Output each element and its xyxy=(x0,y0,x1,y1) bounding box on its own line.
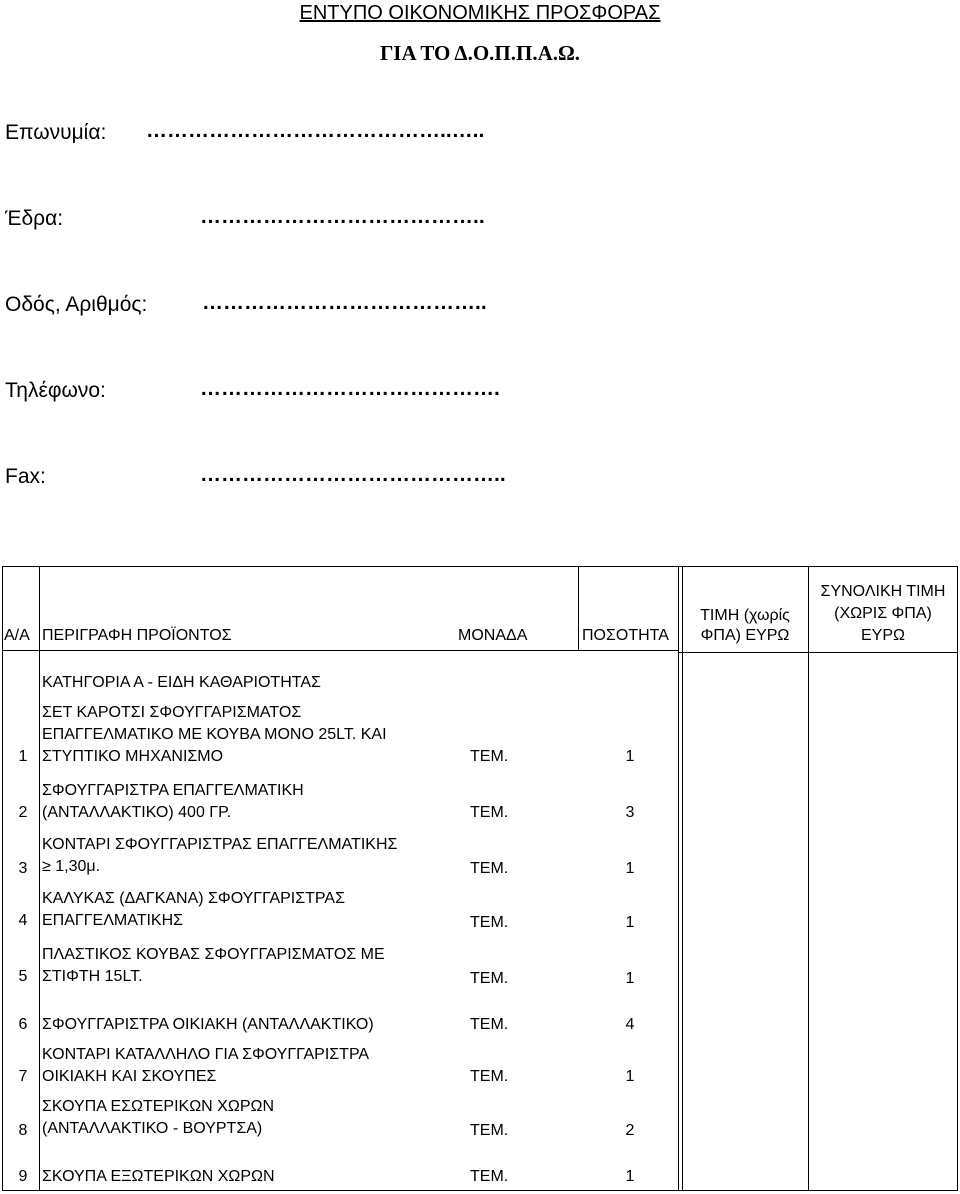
col-line-3b xyxy=(682,566,683,1191)
table-row-7-no: 7 xyxy=(18,1068,28,1085)
header-total-line1: ΣΥΝΟΛΙΚΗ ΤΙΜΗ xyxy=(820,583,946,600)
table-row-8-qty: 2 xyxy=(625,1122,635,1139)
table-row-7-qty: 1 xyxy=(625,1068,635,1085)
table-row-1-desc: ΣΕΤ ΚΑΡΟΤΣΙ ΣΦΟΥΓΓΑΡΙΣΜΑΤΟΣ ΕΠΑΓΓΕΛΜΑΤΙΚΟ ΜΕ ΚΟΥΒΑ ΜΟΝΟ 25LT. ΚΑΙ ΣΤΥΠΤΙΚΟ ΜΗΧΑΝΙΣΜΟ xyxy=(42,704,387,765)
table-row-1-unit: ΤΕΜ. xyxy=(470,748,509,765)
table-row-7-unit: ΤΕΜ. xyxy=(470,1068,509,1085)
table-row-9-qty: 1 xyxy=(625,1168,635,1185)
header-total-line3: ΕΥΡΩ xyxy=(861,627,905,644)
header-border-bottom-right xyxy=(678,652,958,653)
table-row-6-no: 6 xyxy=(18,1016,28,1033)
table-row-8-desc: ΣΚΟΥΠΑ ΕΣΩΤΕΡΙΚΩΝ ΧΩΡΩΝ (ΑΝΤΑΛΛΑΚΤΙΚΟ - ΒΟΥΡΤΣΑ) xyxy=(42,1098,274,1137)
col-line-0 xyxy=(2,566,3,1191)
field-dots-fax: …………………………………….. xyxy=(200,463,506,486)
table-row-2-no: 2 xyxy=(18,804,28,821)
field-dots-name: ……………………………………..….. xyxy=(146,119,485,142)
table-row-4-unit: ΤΕΜ. xyxy=(470,914,509,931)
col-line-2 xyxy=(578,566,579,651)
table-row-1-no: 1 xyxy=(18,748,28,765)
field-dots-phone: ……………………………………. xyxy=(200,377,500,400)
field-label-seat: Έδρα: xyxy=(5,207,64,230)
table-row-4-no: 4 xyxy=(18,912,28,929)
table-row-1-qty: 1 xyxy=(625,748,635,765)
table-row-6-unit: ΤΕΜ. xyxy=(470,1016,509,1033)
table-border-bottom xyxy=(2,1190,958,1191)
table-row-6-desc: ΣΦΟΥΓΓΑΡΙΣΤΡΑ ΟΙΚΙΑΚΗ (ΑΝΤΑΛΛΑΚΤΙΚΟ) xyxy=(42,1016,374,1033)
table-row-5-no: 5 xyxy=(18,968,28,985)
document-subtitle: ΓΙΑ ΤΟ Δ.Ο.Π.Π.Α.Ω. xyxy=(379,41,581,65)
table-row-2-desc: ΣΦΟΥΓΓΑΡΙΣΤΡΑ ΕΠΑΓΓΕΛΜΑΤΙΚΗ (ΑΝΤΑΛΛΑΚΤΙΚΟ) 400 ΓΡ. xyxy=(42,782,304,821)
table-row-5-unit: ΤΕΜ. xyxy=(470,970,509,987)
table-row-9-unit: ΤΕΜ. xyxy=(470,1168,509,1185)
document-title: ΕΝΤΥΠΟ ΟΙΚΟΝΟΜΙΚΗΣ ΠΡΟΣΦΟΡΑΣ xyxy=(299,2,661,24)
header-total-line2: (ΧΩΡΙΣ ΦΠΑ) xyxy=(834,605,932,622)
field-label-phone: Τηλέφωνο: xyxy=(5,379,106,402)
field-label-address: Οδός, Αριθμός: xyxy=(5,293,148,316)
field-label-fax: Fax: xyxy=(5,465,46,488)
header-border-bottom xyxy=(2,650,678,651)
table-row-9-desc: ΣΚΟΥΠΑ ΕΞΩΤΕΡΙΚΩΝ ΧΩΡΩΝ xyxy=(42,1168,275,1185)
header-description: ΠΕΡΙΓΡΑΦΗ ΠΡΟΪΟΝΤΟΣ xyxy=(42,627,232,644)
table-row-5-desc: ΠΛΑΣΤΙΚΟΣ ΚΟΥΒΑΣ ΣΦΟΥΓΓΑΡΙΣΜΑΤΟΣ ΜΕ ΣΤΙΦΤΗ 15LT. xyxy=(42,946,385,985)
table-row-3-no: 3 xyxy=(18,860,28,877)
col-line-4 xyxy=(808,566,809,1191)
table-row-5-qty: 1 xyxy=(625,970,635,987)
table-row-3-unit: ΤΕΜ. xyxy=(470,860,509,877)
table-row-4-desc: ΚΑΛΥΚΑΣ (ΔΑΓΚΑΝΑ) ΣΦΟΥΓΓΑΡΙΣΤΡΑΣ ΕΠΑΓΓΕΛΜΑΤΙΚΗΣ xyxy=(42,890,345,929)
category-label: ΚΑΤΗΓΟΡΙΑ Α - ΕΙΔΗ ΚΑΘΑΡΙΟΤΗΤΑΣ xyxy=(42,674,321,691)
table-row-6-qty: 4 xyxy=(625,1016,635,1033)
table-border-top xyxy=(2,566,958,567)
header-aa: Α/Α xyxy=(4,627,30,644)
table-row-2-unit: ΤΕΜ. xyxy=(470,804,509,821)
table-row-3-desc: ΚΟΝΤΑΡΙ ΣΦΟΥΓΓΑΡΙΣΤΡΑΣ ΕΠΑΓΓΕΛΜΑΤΙΚΗΣ ≥ 1,30μ. xyxy=(42,836,398,875)
table-row-8-unit: ΤΕΜ. xyxy=(470,1122,509,1139)
header-price-line2: ΦΠΑ) ΕΥΡΩ xyxy=(700,627,790,644)
header-price-line1: ΤΙΜΗ (χωρίς xyxy=(700,607,790,624)
header-quantity: ΠΟΣΟΤΗΤΑ xyxy=(582,627,669,644)
col-line-5 xyxy=(957,566,958,1191)
table-row-2-qty: 3 xyxy=(625,804,635,821)
table-row-8-no: 8 xyxy=(18,1122,28,1139)
table-row-3-qty: 1 xyxy=(625,860,635,877)
table-row-7-desc: ΚΟΝΤΑΡΙ ΚΑΤΑΛΛΗΛΟ ΓΙΑ ΣΦΟΥΓΓΑΡΙΣΤΡΑ ΟΙΚΙΑΚΗ ΚΑΙ ΣΚΟΥΠΕΣ xyxy=(42,1046,370,1085)
offer-table xyxy=(2,566,958,1192)
field-dots-address: ………………………………….. xyxy=(202,291,487,314)
table-row-4-qty: 1 xyxy=(625,914,635,931)
header-unit: ΜΟΝΑΔΑ xyxy=(458,627,528,644)
table-row-9-no: 9 xyxy=(18,1168,28,1185)
field-dots-seat: ………………………………….. xyxy=(200,205,485,228)
field-label-name: Επωνυμία: xyxy=(5,121,107,144)
